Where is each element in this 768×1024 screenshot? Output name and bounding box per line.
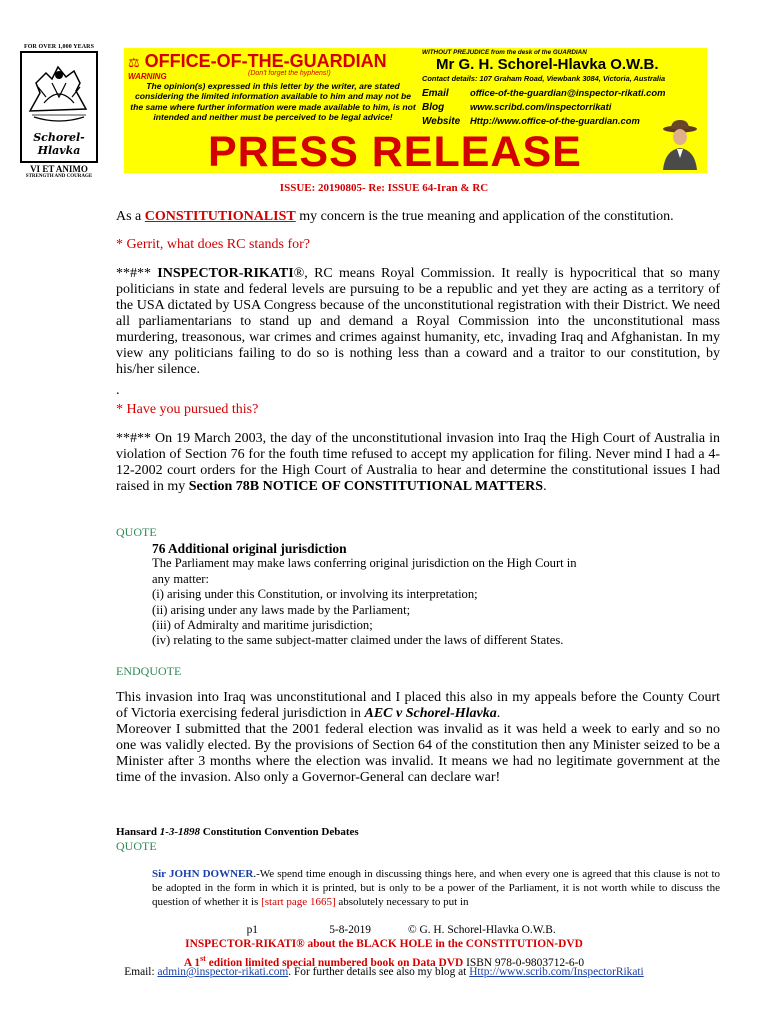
without-prejudice-note: WITHOUT PREJUDICE from the desk of the GUARDIAN: [422, 49, 587, 56]
blog-label: Blog: [422, 102, 445, 113]
edition-text-end: edition limited special numbered book on Data DVD: [205, 956, 464, 969]
answer-2-text: **#** On 19 March 2003, the day of the unconstitutional invasion into Iraq the High Court of Australia in violation of Section 76 for the fouth time refused to accept my application for filing. Never mind I had a 4-12-2002 court orders for the High Court of Australia to hear and determine the constitutional issues I had raised in my: [116, 431, 720, 494]
logo-family-name: Schorel-Hlavka: [33, 131, 85, 157]
answer-2-end: .: [543, 479, 547, 494]
website-label: Website: [422, 116, 461, 127]
scales-of-justice-icon: ⚖: [128, 55, 140, 70]
hansard-heading: [116, 826, 359, 838]
section-76-quote: [152, 541, 592, 649]
answer-1-prefix: **#**: [116, 266, 158, 281]
intro-text-end: my concern is the true meaning and application of the constitution.: [295, 209, 674, 224]
author-portrait-icon: [657, 118, 703, 170]
section-78b-notice: Section 78B NOTICE OF CONSTITUTIONAL MATTERS: [188, 479, 544, 494]
question-1: * Gerrit, what does RC stands for?: [116, 237, 311, 252]
intro-text-start: As a: [116, 209, 145, 224]
invasion-paragraph: [116, 690, 720, 722]
footer-blog-link[interactable]: Http://www.scrib.com/InspectorRikati: [469, 966, 644, 978]
invasion-text: This invasion into Iraq was unconstitutional and I placed this also in my appeals before the County Court of Victoria exercising federal jurisdiction in: [116, 690, 720, 721]
hansard-date: 1-3-1898: [159, 826, 201, 838]
logo-motto-sub: STRENGTH AND COURAGE: [25, 174, 93, 179]
footer-contact: [0, 966, 768, 980]
footer-dvd-title: INSPECTOR-RIKATI® about the BLACK HOLE in the CONSTITUTION-DVD: [185, 938, 583, 950]
downer-quote: [152, 867, 720, 909]
office-title-text: OFFICE-OF-THE-GUARDIAN: [144, 51, 387, 71]
email-label: Email: [422, 88, 449, 99]
issue-reference: ISSUE: 20190805- Re: ISSUE 64-Iran & RC: [279, 182, 489, 194]
hansard-quote-label: QUOTE: [116, 839, 157, 853]
question-2: * Have you pursued this?: [116, 402, 259, 417]
hyphens-note: (Don't forget the hyphens!): [248, 70, 331, 77]
hansard-label: Hansard: [116, 826, 160, 838]
inspector-rikati-name: INSPECTOR-RIKATI: [157, 266, 294, 281]
invasion-end: .: [496, 706, 501, 721]
section-76-item: (ii) arising under any laws made by the Parliament;: [152, 602, 411, 617]
section-76-heading: 76 Additional original jurisdiction: [152, 541, 347, 556]
footer-email-link[interactable]: admin@inspector-rikati.com: [157, 966, 289, 978]
section-76-item: (iii) of Admiralty and maritime jurisdiction;: [152, 618, 373, 633]
logo-motto: VI ET ANIMO: [30, 164, 88, 174]
page-reference: [start page 1665]: [261, 896, 336, 908]
family-crest-logo: [20, 44, 98, 179]
author-name: Mr G. H. Schorel-Hlavka O.W.B.: [436, 56, 659, 73]
quote-label: QUOTE: [116, 525, 157, 539]
crest-frame: [20, 51, 98, 163]
footer-date: 5-8-2019: [329, 924, 371, 936]
email-link[interactable]: office-of-the-guardian@inspector-rikati.com: [470, 87, 666, 98]
constitutionalist-keyword: CONSTITUTIONALIST: [144, 209, 296, 224]
footer-copyright: © G. H. Schorel-Hlavka O.W.B.: [407, 924, 556, 936]
footer-email-label: Email:: [124, 966, 158, 978]
answer-1-text: ®, RC means Royal Commission. It really is hypocritical that so many politicians in state and federal levels are pursuing to be a republic and yet they are acting as a territory of the USA dictated by USA Congress because of the unconstitutional registration with their District. We need all parliamentarians to stand up and demand a Royal Commission into the unconstitutional mass murdering, treasonous, war crimes and crimes against humanity, etc, invading Iraq and Afghanistan. In my view any politicians failing to do so is nothing less than a coward and a traitor to our constitution, by his/her silence.: [116, 266, 721, 377]
edition-text: A 1: [183, 956, 201, 969]
endquote-label: ENDQUOTE: [116, 664, 182, 678]
logo-top-text: FOR OVER 1,000 YEARS: [23, 44, 95, 50]
warning-title: WARNING: [128, 72, 167, 81]
website-link[interactable]: Http://www.office-of-the-guardian.com: [470, 115, 640, 126]
warning-text: The opinion(s) expressed in this letter by the writer, are stated considering the limited information available to him and may not be the same where further information were made available to him, is not intended and neither must be perceived to be legal advice!: [130, 81, 416, 123]
downer-text: .-We spend time enough in discussing things here, and when every one is agreed that this clause is not to be adopted in the form in which it is printed, but is only to be a power of the Parliament, it is not worth while to discuss the question of whether it is: [152, 868, 721, 908]
press-release-title: PRESS RELEASE: [208, 128, 582, 173]
answer-2-paragraph: [116, 431, 720, 495]
press-release-banner: [124, 48, 707, 173]
speaker-name: Sir JOHN DOWNER: [152, 868, 254, 880]
separator-dot: .: [116, 383, 120, 398]
footer-contact-mid: . For further details see also my blog at: [288, 966, 470, 978]
intro-paragraph: [116, 209, 720, 225]
crest-emblem-icon: [22, 53, 96, 143]
blog-row: [422, 101, 611, 113]
election-paragraph: Moreover I submitted that the 2001 federal election was invalid as it was held a week to early and so no one was validly elected. By the provisions of Section 64 of the constitution then any Minister seized to be a Minister after 3 months where the election was invalid. It means we had no legitimate government at the time of the invasion. Also only a Governor-General can declare war!: [116, 722, 720, 785]
section-76-item: (iv) relating to the same subject-matter claimed under the laws of different States.: [152, 633, 564, 648]
case-name: AEC v Schorel-Hlavka: [364, 706, 497, 721]
downer-text-end: absolutely necessary to put in: [335, 896, 469, 908]
edition-sup: st: [200, 954, 206, 963]
blog-link[interactable]: www.scribd.com/inspectorrikati: [470, 101, 612, 112]
section-76-intro: The Parliament may make laws conferring original jurisdiction on the High Court in any matter:: [152, 556, 577, 586]
page-number: p1: [246, 924, 258, 936]
answer-1-paragraph: [116, 266, 720, 378]
email-row: [422, 87, 665, 99]
contact-details: Contact details: 107 Graham Road, Viewbank 3084, Victoria, Australia: [422, 74, 666, 83]
office-title: [128, 51, 387, 72]
section-76-item: (i) arising under this Constitution, or involving its interpretation;: [152, 587, 478, 602]
footer-meta: [0, 924, 768, 938]
website-row: [422, 115, 640, 127]
isbn: ISBN 978-0-9803712-6-0: [463, 956, 585, 969]
hansard-title: Constitution Convention Debates: [200, 826, 359, 838]
